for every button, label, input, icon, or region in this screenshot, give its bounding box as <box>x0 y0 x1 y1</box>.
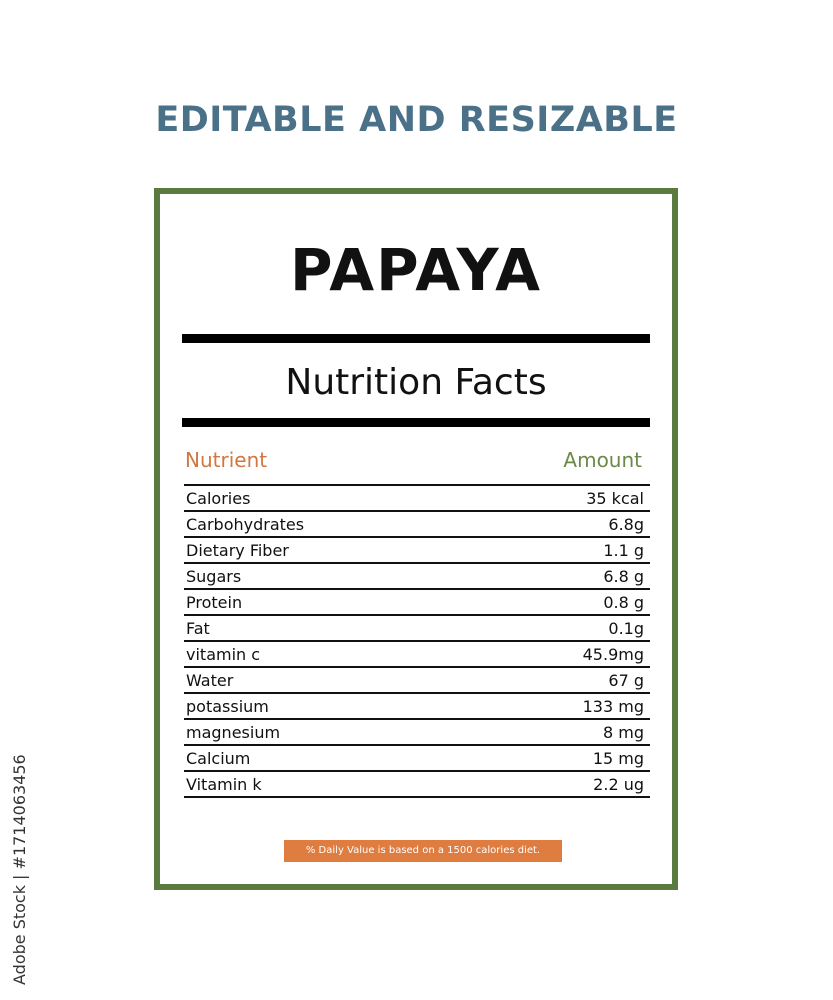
table-row <box>184 744 650 770</box>
nutrient-amount: 133 mg <box>582 697 644 716</box>
nutrient-name: Dietary Fiber <box>186 541 289 560</box>
nutrient-amount: 1.1 g <box>603 541 644 560</box>
headline: EDITABLE AND RESIZABLE <box>155 100 678 140</box>
nutrition-label <box>154 188 678 890</box>
nutrient-amount: 6.8 g <box>603 567 644 586</box>
table-row <box>184 718 650 744</box>
nutrient-amount: 8 mg <box>602 723 644 742</box>
nutrient-amount: 67 g <box>608 671 644 690</box>
stock-credit: Adobe Stock | #1714063456 <box>10 754 29 985</box>
nutrient-name: Sugars <box>186 567 242 586</box>
table-row <box>184 562 650 588</box>
nutrient-amount: 35 kcal <box>586 489 644 508</box>
nutrient-name: Calcium <box>186 749 251 768</box>
table-row <box>184 770 650 796</box>
table-row <box>184 536 650 562</box>
table-row <box>184 666 650 692</box>
table-row <box>184 640 650 666</box>
amount-column-header: Amount <box>563 448 642 472</box>
nutrient-name: Fat <box>186 619 210 638</box>
nutrient-table <box>184 484 650 798</box>
nutrition-facts-title: Nutrition Facts <box>285 362 547 403</box>
table-row <box>184 692 650 718</box>
thick-divider-top <box>182 334 650 343</box>
nutrient-amount: 6.8g <box>608 515 644 534</box>
nutrient-amount: 0.8 g <box>603 593 644 612</box>
table-row <box>184 614 650 640</box>
table-row <box>184 510 650 536</box>
nutrient-name: Water <box>186 671 234 690</box>
table-bottom-rule <box>184 796 650 798</box>
thick-divider-bottom <box>182 418 650 427</box>
nutrient-name: vitamin c <box>186 645 261 664</box>
table-row <box>184 484 650 510</box>
nutrient-name: magnesium <box>186 723 281 742</box>
daily-value-footnote: % Daily Value is based on a 1500 calories diet. <box>284 840 562 862</box>
product-title: PAPAYA <box>290 236 542 304</box>
nutrient-amount: 0.1g <box>608 619 644 638</box>
nutrient-name: Calories <box>186 489 251 508</box>
nutrient-name: Carbohydrates <box>186 515 305 534</box>
table-row <box>184 588 650 614</box>
nutrient-name: Vitamin k <box>186 775 262 794</box>
nutrient-amount: 2.2 ug <box>593 775 644 794</box>
nutrient-name: Protein <box>186 593 243 612</box>
nutrient-amount: 45.9mg <box>582 645 644 664</box>
nutrient-name: potassium <box>186 697 269 716</box>
nutrient-column-header: Nutrient <box>185 448 268 472</box>
nutrient-amount: 15 mg <box>592 749 644 768</box>
